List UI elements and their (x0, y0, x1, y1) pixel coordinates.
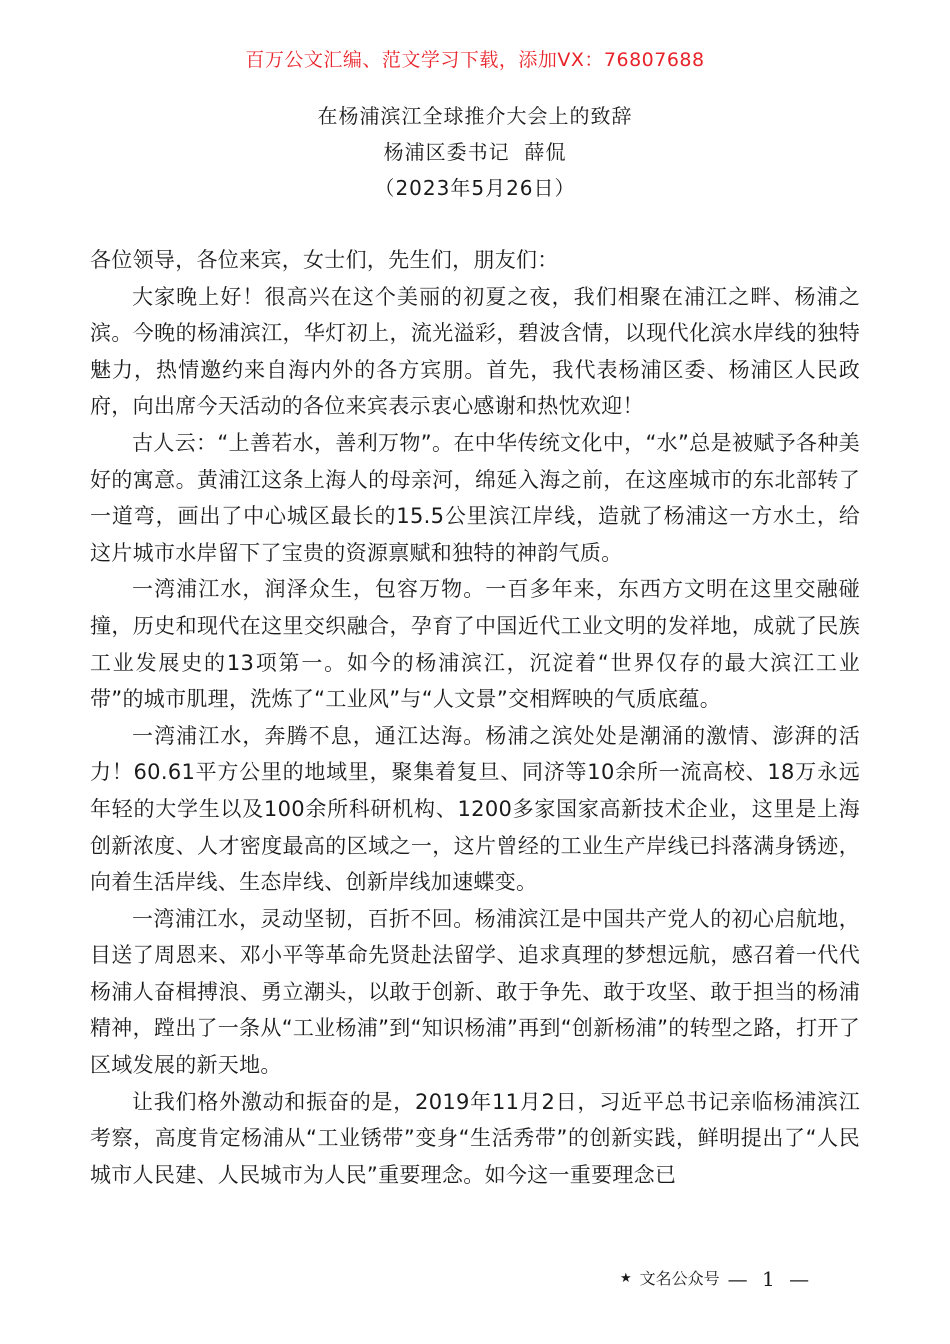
title-block (0, 98, 950, 206)
header-banner: 百万公文汇编、范文学习下载，添加VX：76807688 (245, 49, 705, 71)
salutation: 各位领导，各位来宾，女士们，先生们，朋友们： (90, 248, 559, 272)
paragraph: 一湾浦江水，灵动坚韧，百折不回。杨浦滨江是中国共产党人的初心启航地，目送了周恩来、邓小平等革命先贤赴法留学、追求真理的梦想远航，感召着一代代杨浦人奋楫搏浪、勇立潮头，以敢于创新、敢于争先、敢于攻坚、敢于担当的杨浦精神，蹚出了一条从“工业杨浦”到“知识杨浦”再到“创新杨浦”的转型之路，打开了区域发展的新天地。 (90, 906, 860, 1078)
star-icon: ★ (620, 1271, 632, 1286)
footer-label: 文名公众号 (639, 1269, 720, 1288)
speech-body (90, 242, 860, 1193)
paragraph: 古人云：“上善若水，善利万物”。在中华传统文化中，“水”总是被赋予各种美好的寓意。黄浦江这条上海人的母亲河，绵延入海之前，在这座城市的东北部转了一道弯，画出了中心城区最长的15.5公里滨江岸线，造就了杨浦这一方水土，给这片城市水岸留下了宝贵的资源禀赋和独特的神韵气质。 (90, 430, 860, 565)
page-footer (620, 1264, 813, 1294)
document-title: 在杨浦滨江全球推介大会上的致辞 (317, 104, 633, 128)
paragraph: 一湾浦江水，奔腾不息，通江达海。杨浦之滨处处是潮涌的激情、澎湃的活力！60.61平方公里的地域里，聚集着复旦、同济等10余所一流高校、18万永远年轻的大学生以及100余所科研机构、1200多家国家高新技术企业，这里是上海创新浓度、人才密度最高的区域之一，这片曾经的工业生产岸线已抖落满身锈迹，向着生活岸线、生态岸线、创新岸线加速蝶变。 (90, 723, 860, 895)
paragraph: 大家晚上好！很高兴在这个美丽的初夏之夜，我们相聚在浦江之畔、杨浦之滨。今晚的杨浦滨江，华灯初上，流光溢彩，碧波含情，以现代化滨水岸线的独特魅力，热情邀约来自海内外的各方宾朋。首先，我代表杨浦区委、杨浦区人民政府，向出席今天活动的各位来宾表示衷心感谢和热忱欢迎！ (90, 284, 860, 419)
speaker-line: 杨浦区委书记 薛侃 (383, 140, 567, 164)
paragraph: 让我们格外激动和振奋的是，2019年11月2日，习近平总书记亲临杨浦滨江考察，高度肯定杨浦从“工业锈带”变身“生活秀带”的创新实践，鲜明提出了“人民城市人民建、人民城市为人民”重要理念。如今这一重要理念已 (90, 1089, 860, 1187)
date-line: （2023年5月26日） (374, 176, 576, 200)
paragraph: 一湾浦江水，润泽众生，包容万物。一百多年来，东西方文明在这里交融碰撞，历史和现代在这里交织融合，孕育了中国近代工业文明的发祥地，成就了民族工业发展史的13项第一。如今的杨浦滨江，沉淀着“世界仅存的最大滨江工业带”的城市肌理，洗炼了“工业风”与“人文景”交相辉映的气质底蕴。 (90, 577, 860, 712)
page-number: — 1 — (727, 1267, 814, 1291)
